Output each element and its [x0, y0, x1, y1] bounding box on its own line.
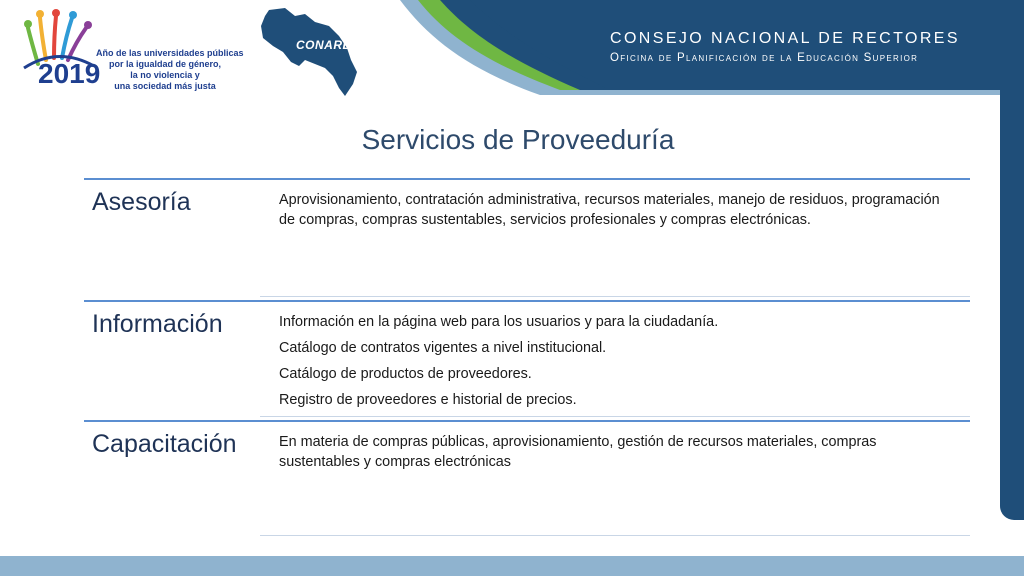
service-row-asesoria: [84, 178, 970, 300]
services-table: [84, 178, 970, 536]
service-name: Asesoría: [92, 188, 191, 216]
organization-name: CONSEJO NACIONAL DE RECTORES: [610, 30, 960, 47]
logo-caption-line: una sociedad más justa: [114, 81, 216, 91]
logo-caption-line: la no violencia y: [130, 70, 200, 80]
logo-caption: [96, 48, 244, 92]
conare-label: CONARE: [296, 38, 352, 52]
service-name: Información: [92, 310, 223, 338]
logo-year: 2019: [38, 58, 101, 89]
service-row-informacion: [84, 300, 970, 420]
list-item: Registro de proveedores e historial de precios.: [279, 392, 577, 408]
service-row-capacitacion: [84, 420, 970, 536]
logo-caption-line: por la igualdad de género,: [108, 59, 222, 69]
list-item: Información en la página web para los usuarios y para la ciudadanía.: [279, 314, 719, 330]
row-divider: [260, 416, 970, 417]
service-items: [279, 312, 959, 416]
footer-bar: [0, 556, 1024, 576]
right-edge-band: [1000, 0, 1024, 520]
conare-map-logo: [255, 6, 365, 98]
logo-caption-line: Año de las universidades públicas: [96, 48, 244, 58]
row-divider: [260, 296, 970, 297]
service-name: Capacitación: [92, 430, 237, 458]
list-item: Catálogo de productos de proveedores.: [279, 366, 532, 382]
list-item: Catálogo de contratos vigentes a nivel institucional.: [279, 340, 607, 356]
slide-title: Servicios de Proveeduría: [361, 124, 675, 155]
row-divider: [260, 535, 970, 536]
service-description: Aprovisionamiento, contratación administrativa, recursos materiales, manejo de residuos, programación de compras, compras sustentables, servicios profesionales y compras electrónicas.: [279, 192, 940, 228]
service-description: En materia de compras públicas, aprovisionamiento, gestión de recursos materiales, compras sustentables y compras electrónicas: [279, 434, 877, 470]
organization-office: Oficina de Planificación de la Educación Superior: [610, 52, 919, 64]
